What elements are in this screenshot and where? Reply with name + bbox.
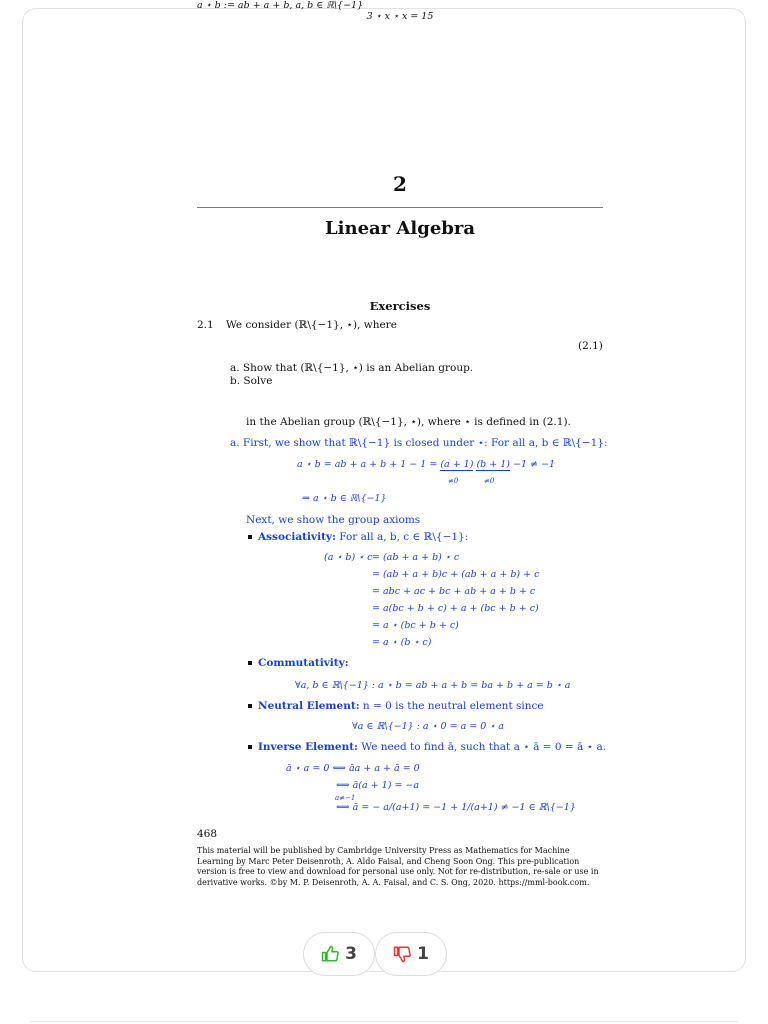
solve-equation: 3 ⋆ x ⋆ x = 15 (366, 11, 434, 22)
closure-right: −1 ≠ −1 (510, 459, 556, 470)
assoc-row-6: = a ⋆ (b ⋆ c) (372, 637, 432, 648)
thumbs-up-icon (321, 945, 339, 963)
copyright-footer: This material will be published by Cambridge University Press as Mathematics for Machine Learning by Marc Peter Deisenroth, A. Aldo Faisal, and Cheng Soon Ong. This pre-publication version is free to view and download for personal use only. Not for re-distribution, re-sale or use in derivative works. ©by M. P. Deisenroth, A. A. Faisal, and C. S. Ong, 2020. https://mml-book.com. (197, 846, 599, 887)
document-card (22, 8, 746, 972)
closure-factor-2: (b + 1) (476, 459, 511, 470)
downvote-count: 1 (417, 944, 429, 964)
page-number: 468 (197, 828, 218, 840)
inverse-label: Inverse Element: (258, 741, 358, 753)
part-b: b. Solve (230, 375, 273, 387)
in-group-text: in the Abelian group (ℝ\{−1}, ⋆), where ⋆ is defined in (2.1). (246, 416, 571, 428)
bullet-icon (248, 745, 252, 749)
inverse-row-3: ⟺ ā = − a/(a+1) = −1 + 1/(a+1) ≠ −1 ∈ ℝ\{−1} (336, 802, 576, 813)
commutativity-equation: ∀a, b ∈ ℝ\{−1} : a ⋆ b = ab + a + b = ba + b + a = b ⋆ a (295, 680, 571, 691)
thumbs-up-button[interactable] (303, 932, 375, 976)
neutral-text: n = 0 is the neutral element since (359, 700, 544, 712)
bullet-icon (248, 535, 252, 539)
thumbs-down-icon (393, 945, 411, 963)
commutativity-item (248, 657, 349, 669)
assoc-row-5: = a ⋆ (bc + b + c) (372, 620, 459, 631)
closure-left: a ⋆ b = ab + a + b + 1 − 1 = (297, 459, 441, 470)
chapter-number: 2 (393, 172, 407, 196)
inverse-over-label: a≠−1 (335, 794, 356, 802)
assoc-row-1: = (ab + a + b) ⋆ c (372, 552, 460, 563)
exercise-number: 2.1 (197, 319, 214, 331)
neq0-label-1: ≠0 (448, 477, 459, 485)
definition-equation: a ⋆ b := ab + a + b, a, b ∈ ℝ\{−1} (197, 0, 364, 11)
assoc-row-3: = abc + ac + bc + ab + a + b + c (372, 586, 536, 597)
closure-implies: ⇒ a ⋆ b ∈ ℝ\{−1} (302, 493, 387, 504)
bottom-divider (30, 1021, 738, 1022)
associativity-item (248, 531, 468, 543)
part-a: a. Show that (ℝ\{−1}, ⋆) is an Abelian group. (230, 362, 474, 374)
chapter-rule (197, 207, 603, 208)
commutativity-label: Commutativity: (258, 657, 349, 669)
inverse-row-2: ⟺ ā(a + 1) = −a (336, 780, 420, 791)
assoc-row-4: = a(bc + b + c) + a + (bc + b + c) (372, 603, 539, 614)
neq0-label-2: ≠0 (484, 477, 495, 485)
closure-equation (297, 459, 555, 470)
associativity-label: Associativity: (258, 531, 336, 543)
assoc-lhs: (a ⋆ b) ⋆ c (324, 552, 373, 563)
group-axioms-intro: Next, we show the group axioms (246, 514, 421, 526)
inverse-row-1: ā ⋆ a = 0 ⟺ āa + a + ā = 0 (286, 763, 420, 774)
neutral-equation: ∀a ∈ ℝ\{−1} : a ⋆ 0 = a = 0 ⋆ a (352, 721, 504, 732)
book-page (197, 0, 608, 887)
vote-bar (303, 932, 447, 976)
neutral-label: Neutral Element: (258, 700, 360, 712)
upvote-count: 3 (345, 944, 357, 964)
chapter-title: Linear Algebra (324, 218, 476, 239)
bullet-icon (248, 704, 252, 708)
neutral-item (248, 700, 544, 712)
exercise-intro: We consider (ℝ\{−1}, ⋆), where (226, 319, 397, 331)
bullet-icon (248, 661, 252, 665)
thumbs-down-button[interactable] (375, 932, 447, 976)
solution-a-intro: a. First, we show that ℝ\{−1} is closed under ⋆: For all a, b ∈ ℝ\{−1}: (230, 437, 608, 449)
closure-factor-1: (a + 1) (440, 459, 474, 470)
inverse-text: We need to find ā, such that a ⋆ ā = 0 = ā ⋆ a. (357, 741, 607, 753)
equation-label: (2.1) (578, 340, 603, 352)
associativity-text: For all a, b, c ∈ ℝ\{−1}: (335, 531, 469, 543)
exercises-heading: Exercises (369, 299, 431, 313)
assoc-row-2: = (ab + a + b)c + (ab + a + b) + c (372, 569, 540, 580)
inverse-item (248, 741, 606, 753)
